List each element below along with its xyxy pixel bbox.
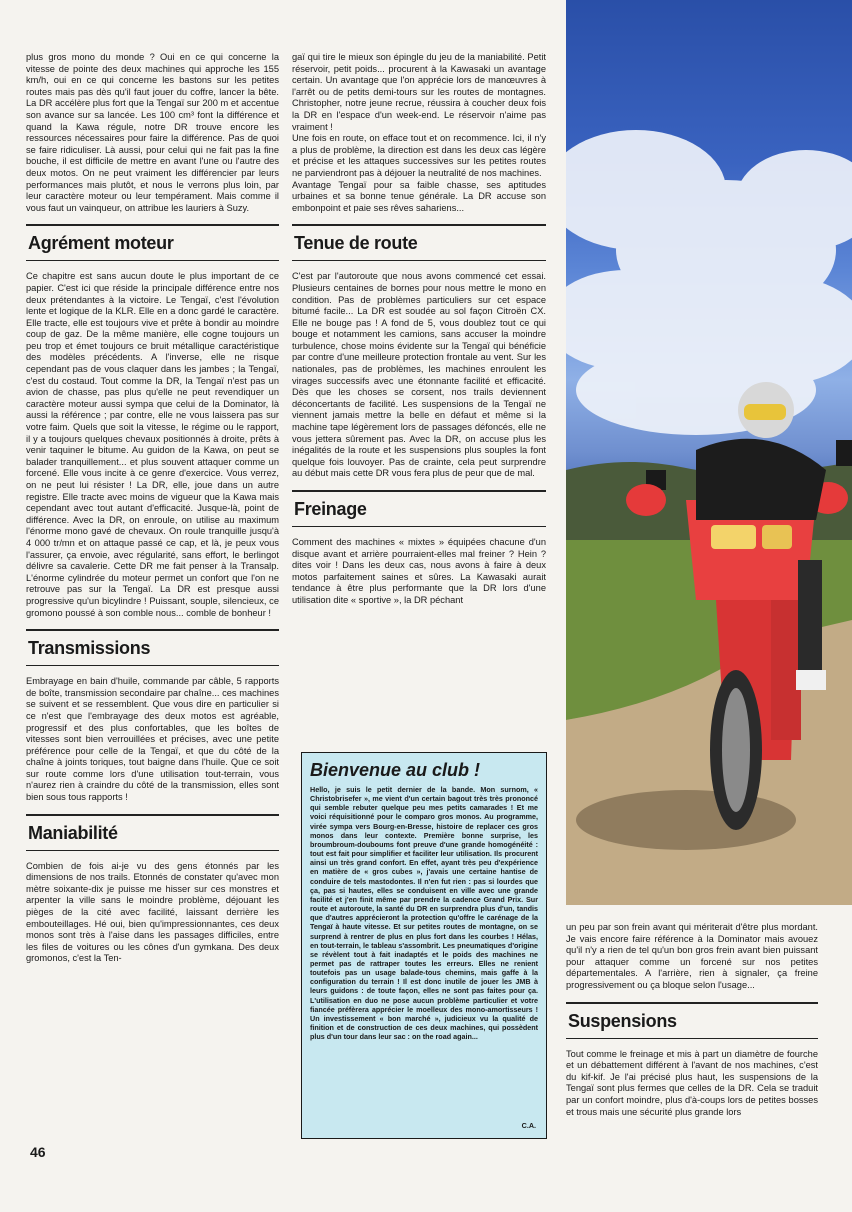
col1-agrement-text: Ce chapitre est sans aucun doute le plus important de ce papier. C'est ici que réside la principale différence entre nos deux prétendantes à la victoire. Le Tengaï, c'est l'évolution lente et logique de la KLR. Elle en a donc gardé le caractère. Elle tracte, elle est toujours vive et prête à bondir au moindre coup de gaz. De la même manière, elle cogne toujours un peu trop et émet toujours ce bruit métallique caractéristique des modèles précédents. A l'inverse, elle ne risque cependant pas de vous claquer dans les jambes ; la Tengaï, c'est du costaud. Tout comme la DR, la Tengaï n'est pas un avion de chasse, pas plus qu'elle ne peut revendiquer un caractère moteur aussi sympa que celui de la Dominator, là aussi la référence ; par contre, elle ne vous laissera pas sur votre faim. Quels que soit la vitesse, le régime ou le rapport, il y a toujours quelques chevaux positionnés à droite, prêts à venir taquiner le bitume. Au guidon de la Kawa, on peut se balader tranquillement... et plus souvent attaquer comme un forcené. Elle vous incite à ce genre d'exercice. Vous verrez, on ne peut lui résister ! La DR, elle, joue dans un autre registre. Elle tracte avec moins de vigueur que la Kawa mais cependant avec tout autant d'efficacité. Jusque-là, point de différence. Avec la DR, on enroule, on utilise au maximum l'énorme mono gavé de chevaux. On roule tranquille jusqu'à 4 000 tr/mn et on attaque passé ce cap, et là, je peux vous l'assurer, ça envoie, avec régularité, sans effort, le berlingot délivre sa cavalerie. Cette DR me fait penser à la Transalp. L'énorme cylindrée du moteur permet un confort que l'on ne retrouve pas sur la Tengaï. La DR est presque aussi progressive qu'un bicylindre ! Puissant, souple, silencieux, ce gromono poussé à son comble nous... comble de bonheur ! bbox=[26, 271, 279, 618]
sidebar-box bbox=[301, 752, 547, 1139]
heading-agrement-moteur: Agrément moteur bbox=[26, 224, 279, 261]
sidebar-title: Bienvenue au club ! bbox=[310, 760, 481, 780]
column-1 bbox=[26, 52, 279, 965]
heading-freinage: Freinage bbox=[292, 490, 546, 527]
motorcycle-illustration bbox=[566, 0, 852, 905]
col1-transmissions-text: Embrayage en bain d'huile, commande par câble, 5 rapports de boîte, transmission secondaire par chaîne... ces machines se suivent et se ressemblent. Que vous dire en particulier si ce n'est que l'embrayage des deux motos est agréable, progressif et des plus confortables, que les boîtes de vitesses sont bien verrouillées et précises, avec une petite préférence pour celle de la Tengaï, et que du côté de la chaîne à joints toriques, tout baigne dans l'huile. Que ce soit sur route comme lors d'une utilisation tout-terrain, vous n'aurez rien à craindre du côté de la transmission, elles sont bien sous tous rapports ! bbox=[26, 676, 279, 803]
clouds bbox=[566, 130, 852, 435]
column-3 bbox=[566, 922, 818, 1118]
sidebar-signature: C.A. bbox=[521, 1121, 536, 1130]
col1-intro: plus gros mono du monde ? Oui en ce qui concerne la vitesse de pointe des deux machines qui approche les 155 km/h, oui en ce qui concerne les bastons sur les petites routes mais pas dès qu'il faut jouer du coffre, lancer la bête. La DR accélère plus fort que la Tengaï sur 200 m et accentue son avance sur sa lancée. Les 100 cm³ font la différence et quand la Kawa régule, notre DR trouve encore les ressources nécessaires pour faire la différence. Pas de quoi se faire ridiculiser. Là aussi, pour celui qui ne fait pas la fine bouche, il est difficile de mettre en avant l'une ou l'autre des deux motos. On ne peut vraiment les différencier par leurs performances mais plutôt, et nous le verrons plus loin, par leur caractère moteur ou leur tempérament. Mais comme il vous faut un vainqueur, on attribue les lauriers à Suzy. bbox=[26, 52, 279, 213]
col2-tenue-text: C'est par l'autoroute que nous avons commencé cet essai. Plusieurs centaines de bornes pour nous mettre le mono en condition. Pas de problèmes particuliers sur cet espace bitumé facile... La DR est soudée au sol façon Citroën CX. Elle ne bouge pas ! A fond de 5, vous doublez tout ce qui bouge et notamment les camions, sans accuser la moindre turbulence, chose moins évidente sur la Tengaï qui bénéficie par contre d'une meilleure protection frontale au vent. Sur les nationales, pas de problèmes, les machines enroulent les virages successifs avec une étonnante facilité et efficacité. Dès que les choses se corsent, nos trails deviennent déconcertants de facilité. Les suspensions de la Tengaï ne viennent jamais mettre la belle en défaut et même si la machine tape légèrement lors de passages défoncés, elle ne vous jettera sûrement pas. Avec la DR, on accuse plus les inégalités de la route et les suspensions plus souples la font quelque fois louvoyer. Pas de crainte, cela peut surprendre au début mais cette DR vous fera plus de peur que de mal. bbox=[292, 271, 546, 479]
heading-transmissions: Transmissions bbox=[26, 629, 279, 666]
col3-text: un peu par son frein avant qui mériterait d'être plus mordant. Je vais encore faire référence à la Dominator mais avouez qu'il n'y a rien de tel qu'un bon gros frein avant bien puissant pour attaquer comme un forcené sur nos petites départementales. A l'arrière, rien à signaler, ça freine progressivement ou ça bloque selon l'usage... bbox=[566, 922, 818, 990]
col1-maniabilite-text: Combien de fois ai-je vu des gens étonnés par les dimensions de nos trails. Etonnés de constater qu'avec mon mètre soixante-dix je puisse me hisser sur ces monstres et arpenter la ville sans le moindre problème, déjouant les pièges de la cité avec facilité, laissant derrière les embouteillages. Hé oui, bien qu'impressionnantes, ces deux monos sont très à l'aise dans les passages difficiles, entre les files de voitures ou les cônes d'un gymkana. Des deux gromonos, c'est la Ten- bbox=[26, 860, 279, 964]
col3-suspensions-text: Tout comme le freinage et mis à part un diamètre de fourche et un débattement différent à l'avant de nos machines, c'est du kif-kif. Je l'ai précisé plus haut, les suspensions de la Tengaï sont plus fermes que celles de la DR. Cela se traduit par un confort moindre, plus d'à-coups lors de petites bosses et trous mais une sécurité plus grande lors bbox=[566, 1048, 818, 1117]
col2-freinage-text: Comment des machines « mixtes » équipées chacune d'un disque avant et arrière pourraient-elles mal freiner ? Hein ? dites voir ! Dans les deux cas, nous avons à faire à deux motos parfaitement saines et sûres. La Kawasaki aurait tendance à être plus performante que la DR lors d'une utilisation dite « sportive », la DR péchant bbox=[292, 537, 546, 605]
motorcycle-photo bbox=[566, 0, 852, 905]
heading-tenue-de-route: Tenue de route bbox=[292, 224, 546, 261]
heading-suspensions: Suspensions bbox=[566, 1002, 818, 1039]
col2-intro: gaï qui tire le mieux son épingle du jeu de la maniabilité. Petit réservoir, petit poids... procurent à la Kawasaki un avantage certain. Un avantage que l'on apprécie lors de manœuvres à l'arrêt ou de petits demi-tours sur les routes de montagnes. Christopher, notre jeune recrue, réussira à coucher deux fois la DR en l'espace d'un week-end. Le réservoir n'aime pas vraiment ! bbox=[292, 52, 546, 132]
column-2 bbox=[292, 52, 546, 607]
col2-intro2: Une fois en route, on efface tout et on recommence. Ici, il n'y a plus de problème, la direction est dans les deux cas légère et précise et les attaques successives sur les petites routes ne parviendront pas à déjouer la neutralité de nos machines. bbox=[292, 133, 546, 178]
page-number: 46 bbox=[30, 1144, 46, 1160]
col2-intro3: Avantage Tengaï pour sa faible chasse, ses aptitudes urbaines et sa bonne tenue générale. La DR accuse son embonpoint et paie ses rêves sahariens... bbox=[292, 179, 546, 213]
heading-maniabilite: Maniabilité bbox=[26, 814, 279, 851]
sidebar-text: Hello, je suis le petit dernier de la bande. Mon surnom, « Christobrisefer », me vient d'un certain bagout très très prononcé qui semble rebuter quelque peu mes petits camarades ! Et me voici réquisitionné pour le comparo gros monos. Au programme, virée sympa vers Bourg-en-Bresse, histoire de replacer ces gros monos dans leur contexte. Première bonne surprise, les broumbroum-douboums font preuve d'une grande homogénéité : tout est fait pour simplifier et faciliter leur utilisation. Ils procurent ainsi un très grand confort. En effet, ayant très peu d'expérience en matière de « gros cubes », j'avais une certaine hantise de conduire de tels mastodontes. Il n'en fut rien : pas si lourdes que ça, pas si hautes, elles se conduisent en ville avec une grande facilité et j'en finit même par prendre la cadence Grand Prix. Sur route et autoroute, la santé du DR en surprendra plus d'un, tandis que d'autres apprécieront la protection qu'offre le carénage de la Tengaï à haute vitesse. Et sur petites routes de montagne, on se surprend à rentrer de plus en plus fort dans les courbes ! Hélas, en tout-terrain, le tableau s'assombrit. Les pneumatiques d'origine se révèlent tout à fait inadaptés et le poids des machines ne permet pas de rattraper toutes les erreurs. Elles ne renient toutefois pas un usage balade-tous chemins, mais gaffe à la configuration du terrain ! Il est donc inutile de jouer les JMB à leurs guidons : de toute façon, elles ne sont pas faites pour ça. L'utilisation en duo ne pose aucun problème particulier et votre fiancée préfèrera apprécier le moelleux des mono-amortisseurs ! Un investissement « bon marché », judicieux vu la qualité de finition et de construction de ces deux machines, qui possèdent plus d'un tour dans leur sac : on the road again... bbox=[310, 785, 538, 1042]
